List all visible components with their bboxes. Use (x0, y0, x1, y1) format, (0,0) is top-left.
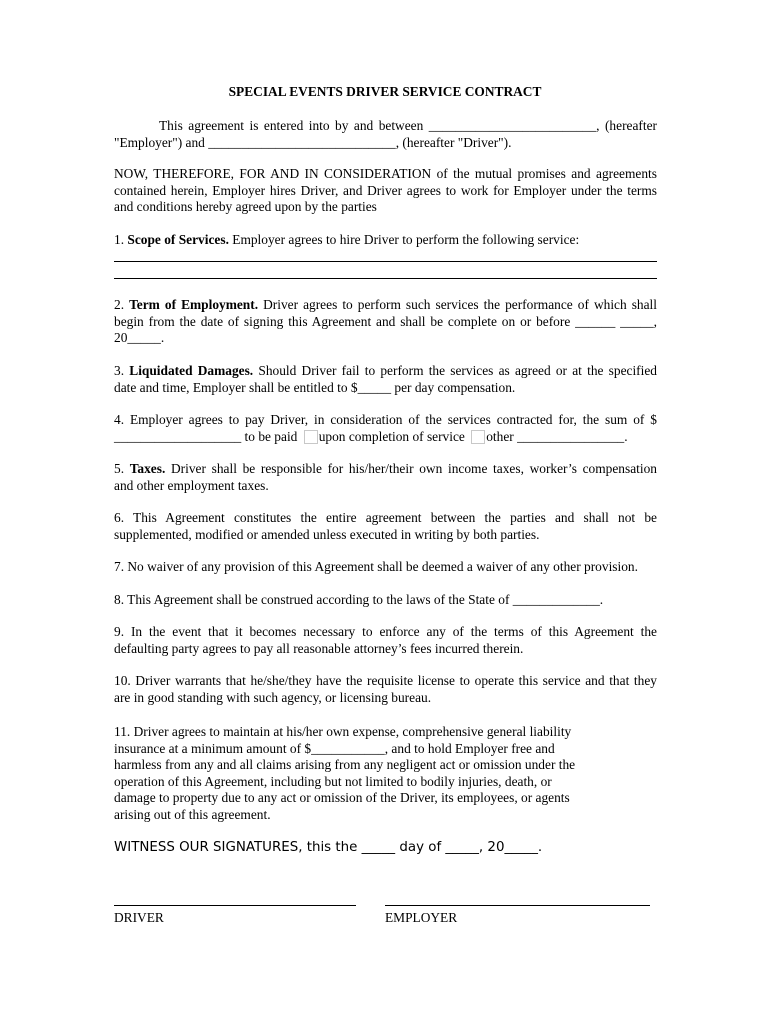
section-11-line-6: arising out of this agreement. (114, 806, 271, 822)
now-therefore-paragraph (114, 166, 657, 216)
section-2-line-3: 20_____. (114, 330, 165, 345)
section-8-governing-law: 8. This Agreement shall be construed according to the laws of the State of _____________. (114, 592, 604, 607)
section-10-line-1: 10. Driver warrants that he/she/they have the requisite license to operate this service and that they (114, 673, 657, 688)
section-11-insurance (114, 724, 657, 823)
section-3-heading: Liquidated Damages. (129, 363, 254, 378)
section-10-line-2: are in good standing with such agency, or licensing bureau. (114, 689, 432, 705)
section-5-line-2: and other employment taxes. (114, 477, 269, 493)
now-therefore-line-2: contained herein, Employer hires Driver, and Driver agrees to work for Employer under the terms (114, 182, 657, 198)
section-11-line-4: operation of this Agreement, including but not limited to bodily injuries, death, or (114, 773, 552, 789)
upon-completion-checkbox[interactable] (304, 430, 318, 444)
section-11-line-2: insurance at a minimum amount of $___________, and to hold Employer free and (114, 740, 555, 756)
section-9-line-1: 9. In the event that it becomes necessary to enforce any of the terms of this Agreement the (114, 624, 657, 639)
now-therefore-line-1: NOW, THEREFORE, FOR AND IN CONSIDERATION of the mutual promises and agreements (114, 166, 657, 181)
document-title: SPECIAL EVENTS DRIVER SERVICE CONTRACT (228, 84, 542, 99)
section-6-line-2: supplemented, modified or amended unless executed in writing by both parties. (114, 526, 540, 542)
scope-blank-line-1[interactable] (114, 261, 657, 262)
section-5-heading: Taxes. (129, 461, 166, 476)
section-11-line-1: 11. Driver agrees to maintain at his/her own expense, comprehensive general liability (114, 724, 572, 739)
section-9-attorney-fees (114, 624, 657, 657)
section-3-damages: 3. Liquidated Damages. Should Driver fail to perform the services as agreed or at the specified date and time, Employer shall be entitled to $_____ per day compensation. (114, 363, 658, 395)
section-2-heading: Term of Employment. (129, 297, 259, 312)
other-checkbox[interactable] (471, 430, 485, 444)
section-10-license (114, 673, 657, 706)
driver-label: DRIVER (114, 910, 164, 925)
driver-signature-line[interactable] (114, 905, 356, 906)
employer-signature-line[interactable] (385, 905, 650, 906)
intro-line-2: "Employer") and ____________________________, (hereafter "Driver"). (114, 134, 512, 150)
now-therefore-line-3: and conditions hereby agreed upon by the parties (114, 199, 377, 214)
section-1-scope: 1. Scope of Services. Employer agrees to hire Driver to perform the following service: (114, 232, 580, 247)
section-2-line-2: begin from the date of signing this Agreement and shall be complete on or before ______ _____, (114, 313, 657, 329)
section-3-line-2: date and time, Employer shall be entitled to $_____ per day compensation. (114, 379, 516, 395)
section-4-line-2: ___________________ to be paid upon completion of service other ________________. (114, 428, 628, 444)
witness-line: WITNESS OUR SIGNATURES, this the _____ day of _____, 20_____. (114, 840, 543, 855)
section-2-term: 2. Term of Employment. Driver agrees to perform such services the performance of which shall begin from the date of signing this Agreement and shall be complete on or before ______ _____, 20_____. (114, 297, 658, 345)
section-4-line-1: 4. Employer agrees to pay Driver, in consideration of the services contracted for, the sum of $ (114, 412, 657, 427)
employer-label: EMPLOYER (385, 910, 458, 925)
section-5-taxes: 5. Taxes. Driver shall be responsible for his/her/their own income taxes, worker’s compensation and other employment taxes. (114, 461, 657, 493)
scope-blank-line-2[interactable] (114, 278, 657, 279)
intro-line-1: This agreement is entered into by and between _________________________, (hereafter (159, 118, 657, 133)
section-4-payment (114, 412, 657, 445)
section-11-line-3: harmless from any and all claims arising from any negligent act or omission under the (114, 757, 576, 772)
section-6-line-1: 6. This Agreement constitutes the entire agreement between the parties and shall not be (114, 510, 657, 525)
section-7-waiver: 7. No waiver of any provision of this Agreement shall be deemed a waiver of any other provision. (114, 559, 638, 574)
section-6-entire-agreement (114, 510, 657, 543)
section-9-line-2: defaulting party agrees to pay all reasonable attorney’s fees incurred therein. (114, 640, 524, 656)
section-1-heading: Scope of Services. (127, 232, 229, 247)
intro-paragraph (114, 118, 657, 151)
section-11-line-5: damage to property due to any act or omission of the Driver, its employees, or agents (114, 790, 570, 805)
